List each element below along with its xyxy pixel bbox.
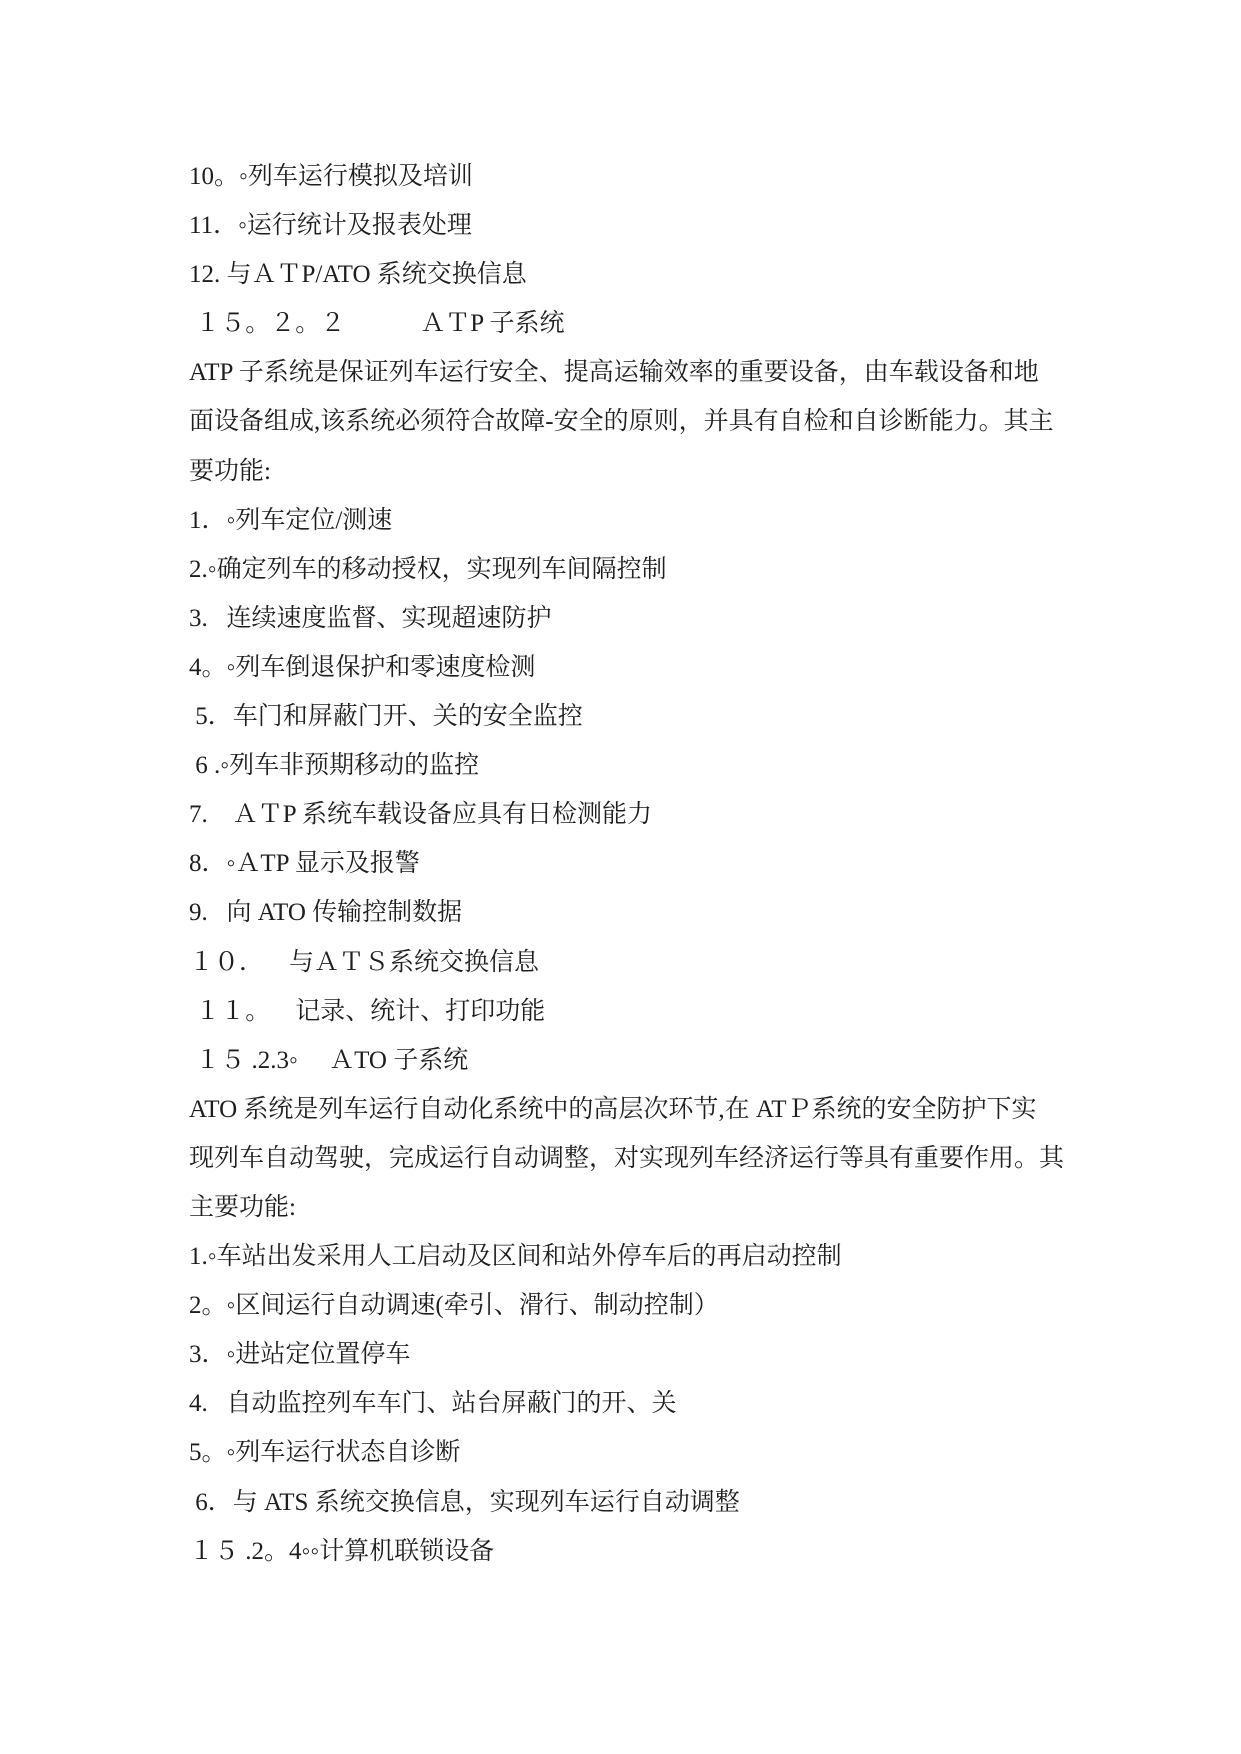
paragraph-line: 主要功能: — [189, 1193, 296, 1221]
list-item: 6．与 ATS 系统交换信息，实现列车运行自动调整 — [189, 1488, 740, 1516]
list-item: 10。◦列车运行模拟及培训 — [189, 163, 473, 190]
paragraph-line: 现列车自动驾驶，完成运行自动调整，对实现列车经济运行等具有重要作用。其 — [189, 1144, 1065, 1172]
document-body — [189, 152, 1209, 1576]
list-item: 9. 向 ATO 传输控制数据 — [189, 899, 463, 927]
section-heading: １５ .2.3◦ ＡTO 子系统 — [189, 1046, 469, 1074]
list-item: １０． 与ＡＴＳ系统交换信息 — [189, 948, 540, 976]
list-item: 12. 与ＡＴP/ATO 系统交换信息 — [189, 261, 527, 289]
list-item: 4. 自动监控列车车门、站台屏蔽门的开、关 — [189, 1390, 677, 1418]
list-item: 3. 连续速度监督、实现超速防护 — [189, 604, 552, 632]
list-item: 11．◦运行统计及报表处理 — [189, 212, 472, 240]
paragraph-line: ATP 子系统是保证列车运行安全、提高运输效率的重要设备，由车载设备和地 — [189, 359, 1039, 387]
list-item: 7. ＡＴP 系统车载设备应具有日检测能力 — [189, 801, 652, 829]
paragraph-line: 要功能: — [189, 457, 271, 485]
list-item: 1．◦列车定位/测速 — [189, 506, 393, 534]
list-item: 8．◦ＡTP 显示及报警 — [189, 850, 420, 878]
list-item: 3．◦进站定位置停车 — [189, 1341, 411, 1369]
list-item: 5．车门和屏蔽门开、关的安全监控 — [189, 703, 583, 731]
list-item: 2。◦区间运行自动调速(牵引、滑行、制动控制） — [189, 1292, 719, 1320]
list-item: １１。 记录、统计、打印功能 — [189, 997, 546, 1025]
list-item: 5。◦列车运行状态自诊断 — [189, 1439, 461, 1467]
paragraph-line: ATO 系统是列车运行自动化系统中的高层次环节,在 ATＰ系统的安全防护下实 — [189, 1095, 1037, 1123]
paragraph-line: 面设备组成,该系统必须符合故障-安全的原则，并具有自检和自诊断能力。其主 — [189, 408, 1054, 436]
list-item: 1.◦车站出发采用人工启动及区间和站外停车后的再启动控制 — [189, 1243, 842, 1271]
list-item: 6 .◦列车非预期移动的监控 — [189, 752, 480, 780]
list-item: 4。◦列车倒退保护和零速度检测 — [189, 653, 536, 681]
section-heading: １５ .2。4◦◦计算机联锁设备 — [189, 1537, 495, 1565]
section-heading: １５。２。２ ＡＴP 子系统 — [189, 310, 565, 338]
list-item: 2.◦确定列车的移动授权，实现列车间隔控制 — [189, 555, 667, 583]
